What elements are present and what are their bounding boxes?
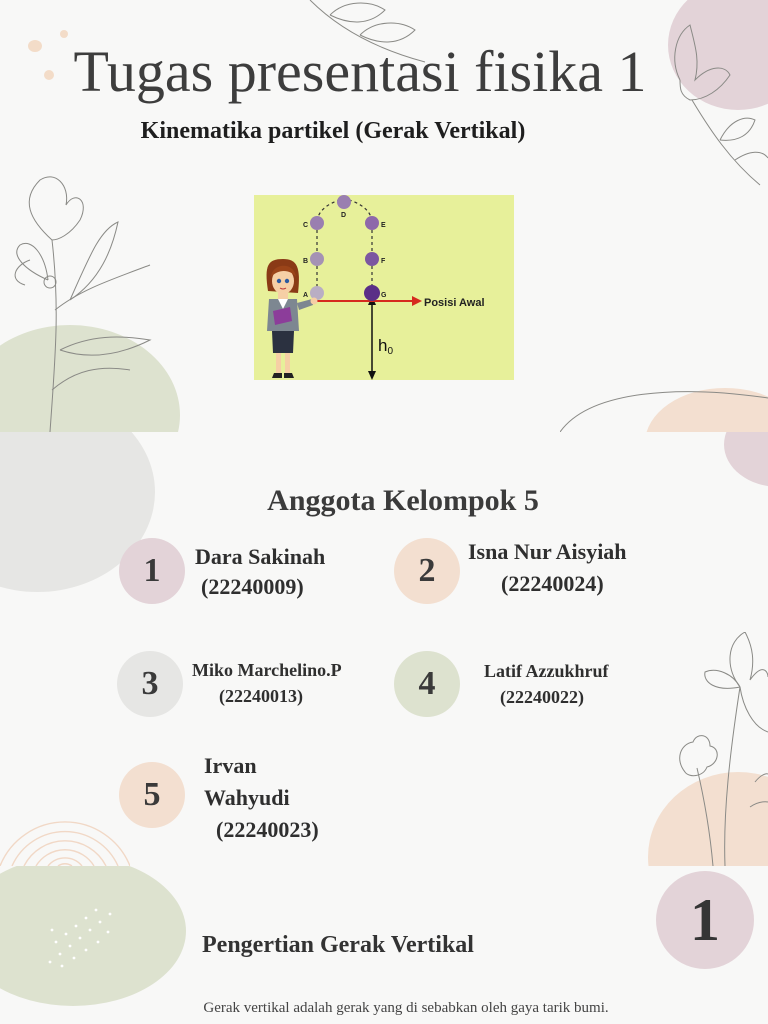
member-nim: (22240024) bbox=[501, 571, 604, 596]
point-label-d: D bbox=[341, 212, 347, 219]
ball-d bbox=[337, 195, 351, 209]
rainbow-arc-decoration bbox=[0, 772, 130, 866]
slide-members bbox=[0, 432, 768, 866]
member-nim: (22240023) bbox=[216, 817, 319, 842]
member-number-badge: 4 bbox=[394, 651, 460, 717]
definition-line: Gerak vertikal adalah gerak yang di sebabkan oleh gaya tarik bumi. bbox=[203, 1000, 609, 1016]
vertical-motion-figure bbox=[254, 195, 514, 380]
presentation-title: Tugas presentasi fisika 1 bbox=[73, 39, 647, 104]
member-number-badge: 1 bbox=[119, 538, 185, 604]
definition-text bbox=[0, 998, 768, 1018]
member-number-badge: 5 bbox=[119, 762, 185, 828]
sparkle-dots-decoration bbox=[40, 902, 120, 972]
presentation-subtitle: Kinematika partikel (Gerak Vertikal) bbox=[140, 118, 526, 144]
members-heading: Anggota Kelompok 5 bbox=[267, 484, 539, 517]
member-nim: (22240022) bbox=[500, 687, 584, 707]
point-label-f: F bbox=[381, 258, 386, 265]
member-name: Dara Sakinah bbox=[195, 544, 326, 569]
flower-sketch-icon bbox=[0, 160, 180, 432]
member-info bbox=[195, 542, 325, 602]
curved-line-decoration bbox=[560, 380, 768, 432]
ball-e bbox=[365, 216, 379, 230]
member-name: Miko Marchelino.P bbox=[192, 660, 342, 680]
point-label-a: A bbox=[303, 292, 309, 299]
pink-blob-decoration bbox=[724, 432, 768, 487]
vertical-motion-diagram bbox=[254, 195, 514, 380]
member-name-line: Wahyudi bbox=[204, 785, 290, 810]
slide-title bbox=[0, 0, 768, 432]
member-nim: (22240009) bbox=[201, 574, 304, 599]
teacher-illustration-icon bbox=[267, 259, 318, 378]
flower-sketch-icon bbox=[655, 632, 768, 866]
point-label-e: E bbox=[381, 222, 386, 229]
member-info bbox=[204, 750, 319, 846]
ball-a bbox=[310, 286, 324, 300]
ball-f bbox=[365, 252, 379, 266]
member-name: Isna Nur Aisyiah bbox=[468, 539, 627, 564]
start-position-label: Posisi Awal bbox=[424, 297, 485, 309]
member-name: Latif Azzukhruf bbox=[484, 661, 609, 681]
member-number-badge: 2 bbox=[394, 538, 460, 604]
ball-b bbox=[310, 252, 324, 266]
point-label-g: G bbox=[381, 292, 387, 299]
member-info bbox=[484, 658, 609, 710]
section-title: Pengertian Gerak Vertikal bbox=[202, 932, 474, 958]
page-number-badge: 1 bbox=[656, 871, 754, 969]
member-number-badge: 3 bbox=[117, 651, 183, 717]
member-info bbox=[468, 536, 627, 600]
peach-dot-decoration bbox=[60, 30, 68, 38]
member-name-line: Irvan bbox=[204, 753, 257, 778]
slide-definition bbox=[0, 866, 768, 1024]
point-label-c: C bbox=[303, 222, 309, 229]
member-nim: (22240013) bbox=[219, 686, 303, 706]
point-label-b: B bbox=[303, 258, 309, 265]
ball-c bbox=[310, 216, 324, 230]
ball-g bbox=[364, 285, 380, 301]
member-info bbox=[192, 657, 342, 709]
height-label: h0 bbox=[378, 336, 394, 357]
